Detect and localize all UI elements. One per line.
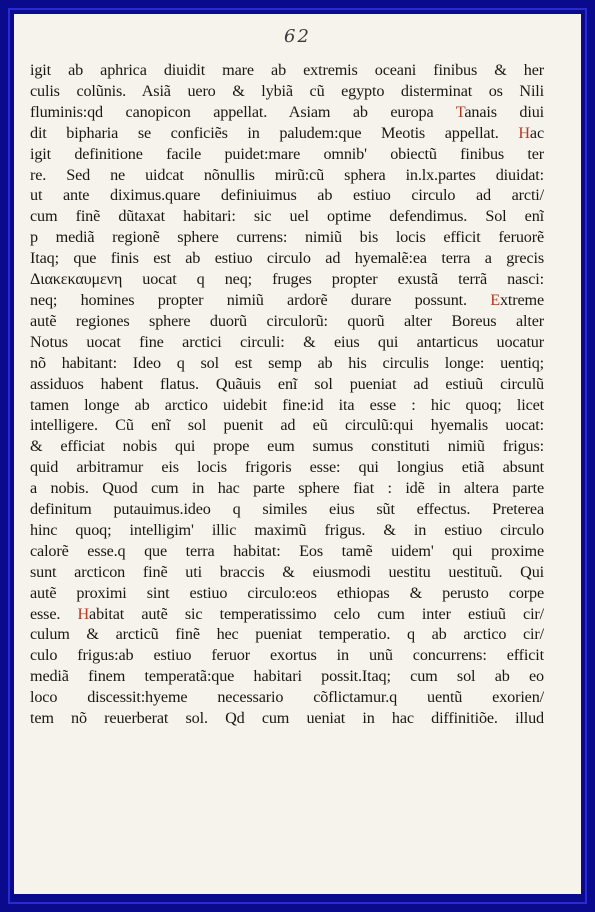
- text-line: culum & arcticũ finẽ hec pueniat temperatio. q ab arctico cir/: [30, 625, 544, 644]
- text-line: & efficiat nobis qui prope eum sumus constituti nimiũ frigus:: [30, 437, 544, 456]
- text-line: nõ habitant: Ideo q sol est semp ab his circulis longe: uentiq;: [30, 353, 544, 372]
- text-line: ut ante diximus.quare definiuimus ab estiuo circulo ad arcti/: [30, 186, 544, 205]
- text-line: calorẽ esse.q que terra habitat: Eos tamẽ uidem' qui proxime: [30, 541, 544, 560]
- text-line: esse. Habitat autẽ sic temperatissimo celo cum inter estiuũ cir/: [30, 604, 544, 623]
- text-line: autẽ proximi sint estiuo circulo:eos ethiopas & perusto corpe: [30, 583, 544, 602]
- rubric-initial: T: [455, 102, 465, 121]
- text-line: sunt arcticon finẽ uti braccis & eiusmodi uestitu uestituũ. Qui: [30, 562, 544, 581]
- text-line: intelligere. Cũ enĩ sol puenit ad eũ circulũ:qui hyemalis uocat:: [30, 416, 544, 435]
- text-line: culo frigus:ab estiuo feruor exortus in unũ concurrens: efficit: [30, 646, 544, 665]
- text-line: Διακεκαυμενη uocat q neq; fruges propter exustã terrã nasci:: [30, 270, 544, 289]
- text-line: cum finẽ dũtaxat habitari: sic uel optime defendimus. Sol enĩ: [30, 207, 544, 226]
- page-number: 62: [284, 26, 311, 47]
- text-block: [30, 60, 544, 729]
- text-line: dit bipharia se conficiẽs in paludem:que Meotis appellat. Hac: [30, 123, 544, 142]
- text-line: fluminis:qd canopicon appellat. Asiam ab europa Tanais diui: [30, 102, 544, 121]
- text-line: hinc quoq; intelligim' illic maximũ frigus. & in estiuo circulo: [30, 520, 544, 539]
- text-line: a nobis. Quod cum in hac parte sphere fiat : idẽ in altera parte: [30, 479, 544, 498]
- text-line: Itaq; que finis est ab estiuo circulo ad hyemalẽ:ea terra a grecis: [30, 249, 544, 268]
- text-line: tamen longe ab arctico uidebit fine:id ita esse : hic quoq; licet: [30, 395, 544, 414]
- text-line: quid arbitramur eis locis frigoris esse: qui longius etiã absunt: [30, 458, 544, 477]
- text-line: p mediã regionẽ sphere currens: nimiũ bis locis efficit feruorẽ: [30, 228, 544, 247]
- document-page: [14, 14, 581, 894]
- text-line: assiduos habent flatus. Quãuis enĩ sol pueniat ad estiuũ circulũ: [30, 374, 544, 393]
- text-line: culis colũnis. Asiã uero & lybiã cũ egypto disterminat os Nili: [30, 81, 544, 100]
- text-line: mediã finem temperatã:que habitari possit.Itaq; cum sol ab eo: [30, 667, 544, 686]
- text-line: autẽ regiones sphere duorũ circulorũ: quorũ alter Boreus alter: [30, 311, 544, 330]
- rubric-initial: H: [77, 604, 90, 623]
- text-line: igit definitione facile puidet:mare omnib' obiectũ finibus ter: [30, 144, 544, 163]
- rubric-initial: H: [518, 123, 530, 142]
- text-line: definitum putauimus.ideo q similes eius sũt effectus. Preterea: [30, 500, 544, 519]
- rubric-initial: E: [490, 290, 500, 309]
- text-line: igit ab aphrica diuidit mare ab extremis oceani finibus & her: [30, 61, 544, 79]
- text-line: re. Sed ne uidcat nõnullis mirũ:cũ sphera in.lx.partes diuidat:: [30, 165, 544, 184]
- text-line: neq; homines propter nimiũ ardorẽ durare possunt. Extreme: [30, 290, 544, 309]
- text-line: tem nõ reuerberat sol. Qd cum ueniat in hac diffinitiõe. illud: [30, 709, 544, 728]
- text-line: Notus uocat fine arctici circuli: & eius qui antarticus uocatur: [30, 332, 544, 351]
- text-line: loco discessit:hyeme necessario cõflictamur.q uentũ exorien/: [30, 688, 544, 707]
